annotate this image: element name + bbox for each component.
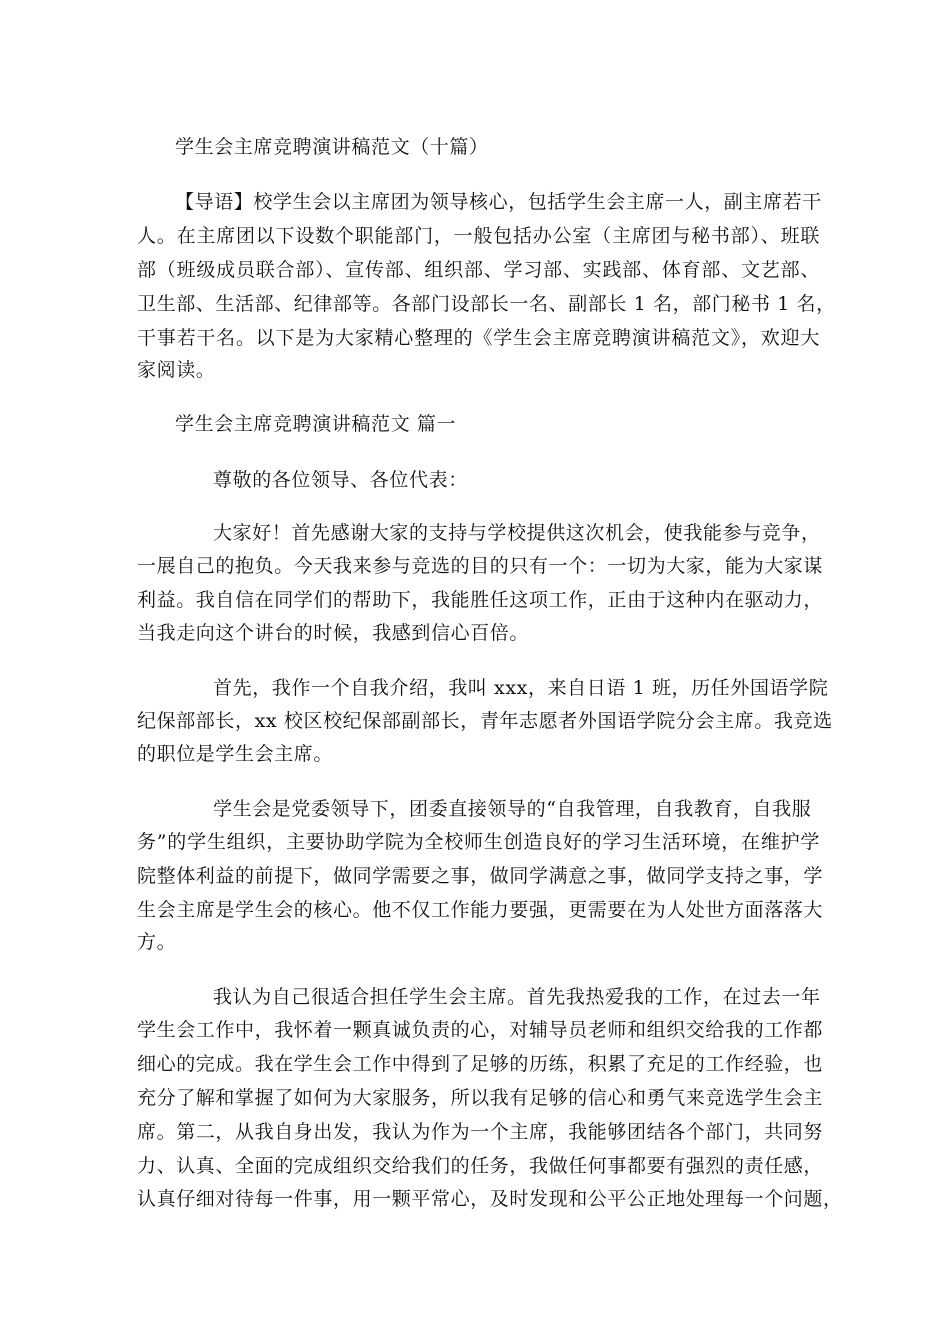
paragraph-line: 首先，我作一个自我介绍，我叫 xxx，来自日语 1 班，历任外国语学院	[213, 677, 829, 699]
paragraph-line: 当我走向这个讲台的时候，我感到信心百倍。	[137, 622, 530, 644]
paragraph-line: 充分了解和掌握了如何为大家服务，所以我有足够的信心和勇气来竞选学生会主	[137, 1087, 824, 1109]
paragraph-line: 方。	[137, 931, 177, 953]
paragraph-line: 大家好！首先感谢大家的支持与学校提供这次机会，使我能参与竞争，	[213, 522, 821, 544]
paragraph-line: 席。第二，从我自身出发，我认为作为一个主席，我能够团结各个部门，共同努	[137, 1121, 824, 1143]
document-title: 学生会主席竞聘演讲稿范文（十篇）	[175, 136, 489, 158]
section-heading: 学生会主席竞聘演讲稿范文 篇一	[175, 413, 457, 435]
paragraph-line: 利益。我自信在同学们的帮助下，我能胜任这项工作，正由于这种内在驱动力，	[137, 589, 824, 611]
paragraph-line: 一展自己的抱负。今天我来参与竞选的目的只有一个：一切为大家，能为大家谋	[137, 555, 824, 577]
paragraph-line: 认真仔细对待每一件事，用一颗平常心，及时发现和公平公正地处理每一个问题，	[137, 1188, 843, 1210]
salutation: 尊敬的各位领导、各位代表：	[213, 469, 468, 491]
paragraph-line: 院整体利益的前提下，做同学需要之事，做同学满意之事，做同学支持之事，学	[137, 865, 824, 887]
paragraph-line: 务”的学生组织，主要协助学院为全校师生创造良好的学习生活环境，在维护学	[137, 831, 820, 853]
paragraph-line: 细心的完成。我在学生会工作中得到了足够的历练，积累了充足的工作经验，也	[137, 1053, 824, 1075]
intro-line: 家阅读。	[137, 359, 216, 381]
intro-line: 卫生部、生活部、纪律部等。各部门设部长一名、副部长 1 名，部门秘书 1 名，	[137, 293, 836, 315]
paragraph-line: 纪保部部长，xx 校区校纪保部副部长，青年志愿者外国语学院分会主席。我竞选	[137, 710, 833, 732]
paragraph-line: 生会主席是学生会的核心。他不仅工作能力要强，更需要在为人处世方面落落大	[137, 899, 824, 921]
paragraph-line: 力、认真、全面的完成组织交给我们的任务，我做任何事都要有强烈的责任感，	[137, 1155, 824, 1177]
paragraph-line: 学生会工作中，我怀着一颗真诚负责的心，对辅导员老师和组织交给我的工作都	[137, 1019, 824, 1041]
paragraph-line: 的职位是学生会主席。	[137, 743, 334, 765]
intro-line: 干事若干名。以下是为大家精心整理的《学生会主席竞聘演讲稿范文》，欢迎大	[137, 327, 820, 349]
intro-line: 人。在主席团以下设数个职能部门，一般包括办公室（主席团与秘书部）、班联	[137, 225, 820, 247]
intro-line: 【导语】校学生会以主席团为领导核心，包括学生会主席一人，副主席若干	[175, 191, 822, 213]
paragraph-line: 我认为自己很适合担任学生会主席。首先我热爱我的工作，在过去一年	[213, 986, 821, 1008]
intro-line: 部（班级成员联合部）、宣传部、组织部、学习部、实践部、体育部、文艺部、	[137, 259, 820, 281]
paragraph-line: 学生会是党委领导下，团委直接领导的“自我管理，自我教育，自我服	[213, 798, 812, 820]
